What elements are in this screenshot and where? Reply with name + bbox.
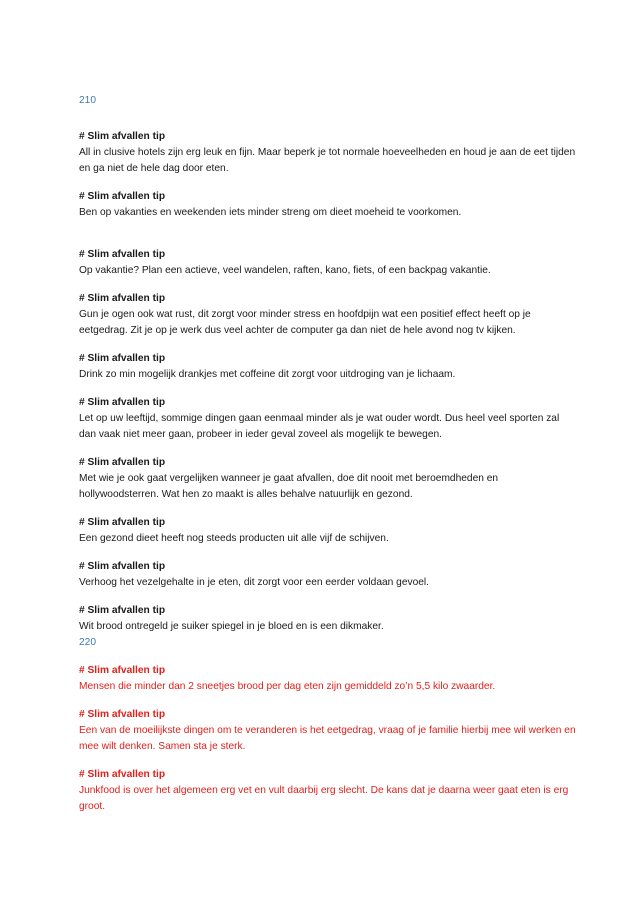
document-page <box>79 93 579 815</box>
tip-8 <box>79 515 579 547</box>
tip-body: Junkfood is over het algemeen erg vet en vult daarbij erg slecht. De kans dat je daarna weer gaat eten is erg groot. <box>79 785 569 812</box>
red-tip-2 <box>79 707 579 755</box>
tip-title: # Slim afvallen tip <box>79 665 166 676</box>
tip-body: All in clusive hotels zijn erg leuk en fijn. Maar beperk je tot normale hoeveelheden en houd je aan de eet tijden en ga niet de hele dag door eten. <box>79 147 576 174</box>
tip-1 <box>79 129 579 177</box>
tip-body: Drink zo min mogelijk drankjes met coffeine dit zorgt voor uitdroging van je lichaam. <box>79 369 456 380</box>
tip-title: # Slim afvallen tip <box>79 561 166 572</box>
tip-title: # Slim afvallen tip <box>79 249 166 260</box>
tip-5 <box>79 351 579 383</box>
tip-body: Gun je ogen ook wat rust, dit zorgt voor minder stress en hoofdpijn wat een positief effect heeft op je eetgedrag. Zit je op je werk dus veel achter de computer ga dan niet de hele avond nog tv kijken. <box>79 309 531 336</box>
tip-title: # Slim afvallen tip <box>79 191 166 202</box>
tip-title: # Slim afvallen tip <box>79 517 166 528</box>
page-number-mid: 220 <box>79 637 96 648</box>
tip-body: Een van de moeilijkste dingen om te veranderen is het eetgedrag, vraag of je familie hierbij mee wil werken en mee wilt denken. Samen sta je sterk. <box>79 725 576 752</box>
tip-body: Een gezond dieet heeft nog steeds producten uit alle vijf de schijven. <box>79 533 389 544</box>
tip-title: # Slim afvallen tip <box>79 397 166 408</box>
tip-9 <box>79 559 579 591</box>
tip-body: Verhoog het vezelgehalte in je eten, dit zorgt voor een eerder voldaan gevoel. <box>79 577 430 588</box>
tip-body: Let op uw leeftijd, sommige dingen gaan eenmaal minder als je wat ouder wordt. Dus heel veel sporten zal dan vaak niet meer gaan, probeer in ieder geval zoveel als mogelijk te bewegen. <box>79 413 560 440</box>
red-tip-3 <box>79 767 579 815</box>
tip-title: # Slim afvallen tip <box>79 457 166 468</box>
tip-body: Mensen die minder dan 2 sneetjes brood per dag eten zijn gemiddeld zo’n 5,5 kilo zwaarder. <box>79 681 496 692</box>
tip-title: # Slim afvallen tip <box>79 353 166 364</box>
tip-title: # Slim afvallen tip <box>79 293 166 304</box>
tip-4 <box>79 291 579 339</box>
tip-body: Ben op vakanties en weekenden iets minder streng om dieet moeheid te voorkomen. <box>79 207 462 218</box>
red-tip-1 <box>79 663 579 695</box>
tip-6 <box>79 395 579 443</box>
page-number-start: 210 <box>79 95 96 106</box>
tip-title: # Slim afvallen tip <box>79 131 166 142</box>
tip-7 <box>79 455 579 503</box>
tip-title: # Slim afvallen tip <box>79 769 166 780</box>
tip-title: # Slim afvallen tip <box>79 709 166 720</box>
tip-title: # Slim afvallen tip <box>79 605 166 616</box>
tip-2 <box>79 189 579 221</box>
tip-body: Op vakantie? Plan een actieve, veel wandelen, raften, kano, fiets, of een backpag vakantie. <box>79 265 491 276</box>
tip-body: Met wie je ook gaat vergelijken wanneer je gaat afvallen, doe dit nooit met beroemdheden en hollywoodsterren. Wat hen zo maakt is alles behalve natuurlijk en gezond. <box>79 473 499 500</box>
tip-3 <box>79 247 579 279</box>
tip-body: Wit brood ontregeld je suiker spiegel in je bloed en is een dikmaker. <box>79 621 384 632</box>
tip-10 <box>79 603 579 635</box>
